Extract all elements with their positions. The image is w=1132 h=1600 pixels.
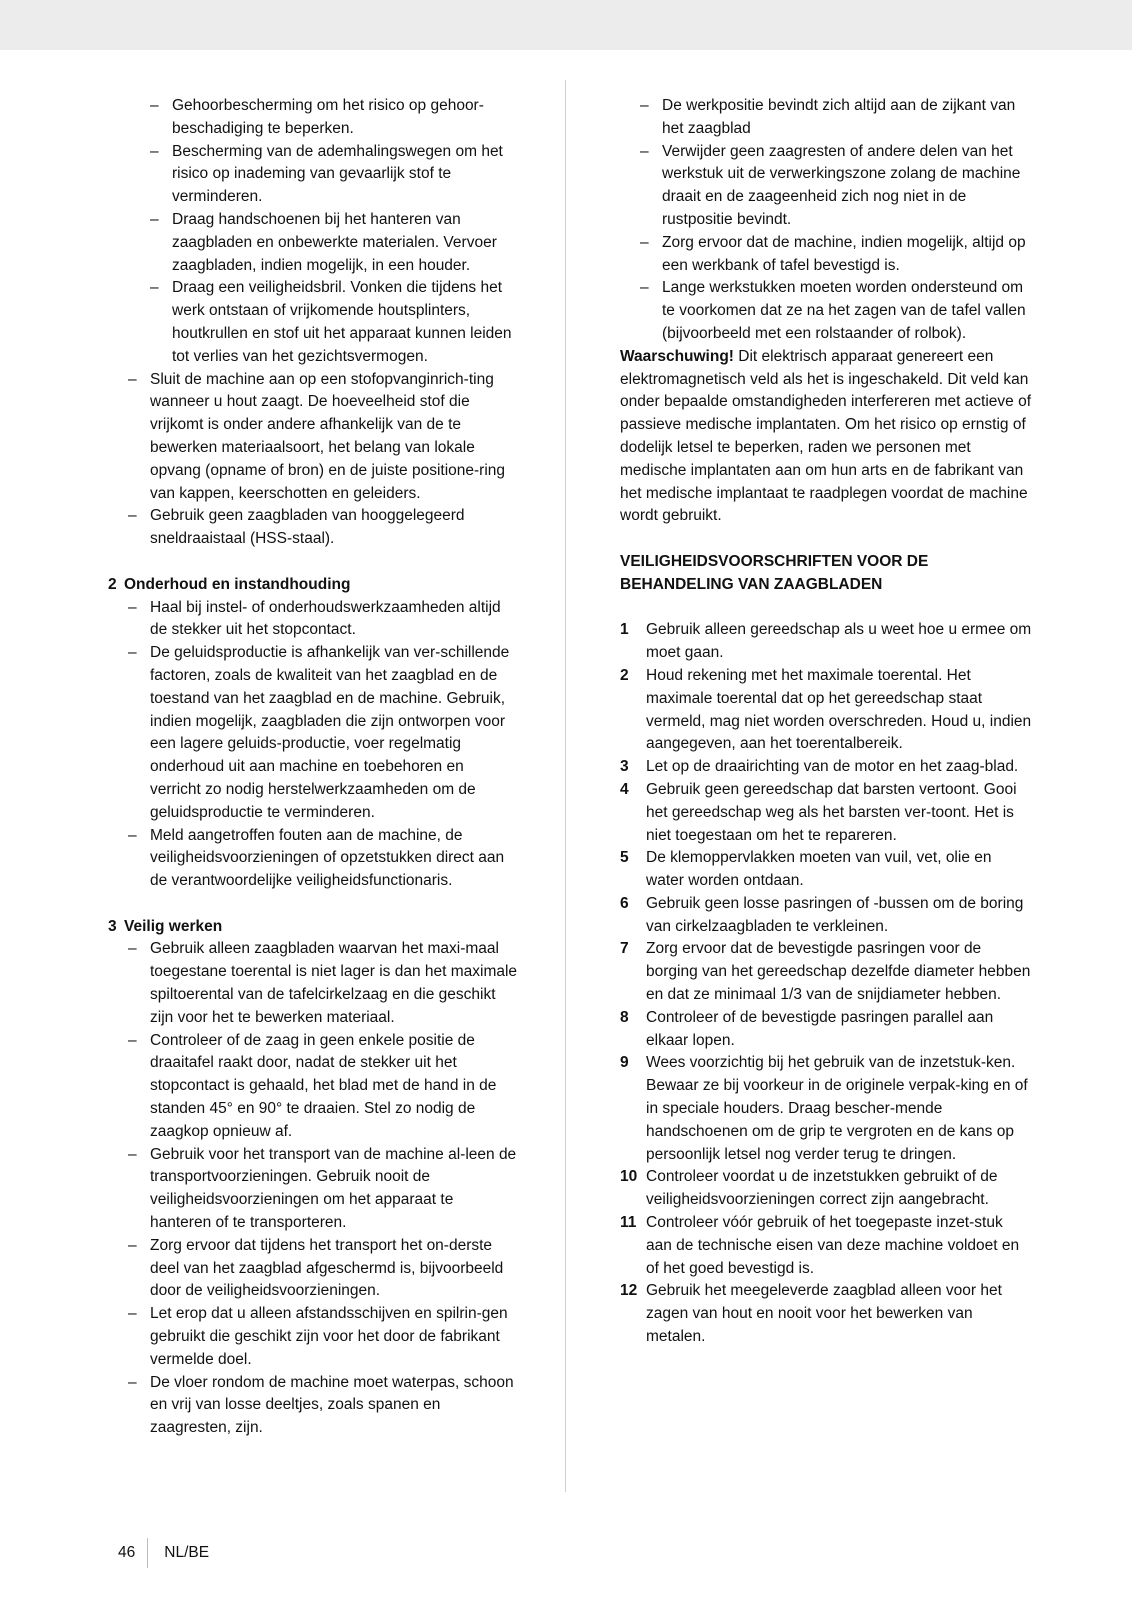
item-number: 7 <box>620 940 629 958</box>
item-number: 10 <box>620 1168 638 1186</box>
item-text: Controleer voordat u de inzetstukken gebruikt of de veiligheidsvoorzieningen correct zijn aangebracht. <box>646 1168 998 1209</box>
intro-sub-list <box>108 95 518 369</box>
item-text: Wees voorzichtig bij het gebruik van de inzetstuk-ken. Bewaar ze bij voorkeur in de originele verpak-king en of in speciale houders. Draag bescher-mende handschoenen om de grip te vergroten en de kans op persoonlijk letsel nog verder terug te dringen. <box>646 1054 1028 1163</box>
list-item <box>620 1052 1032 1166</box>
list-item: – Draag een veiligheidsbril. Vonken die tijdens het werk ontstaan of vrijkomende houtsplinters, houtkrullen en stof uit het apparaat kunnen leiden tot verlies van het gezichtsvermogen. <box>108 277 518 368</box>
list-item: – Gebruik voor het transport van de machine al-leen de transportvoorzieningen. Gebruik nooit de veiligheidsvoorzieningen om het apparaat te hanteren of te transporteren. <box>108 1144 518 1235</box>
list-item <box>620 938 1032 1006</box>
item-text: Let op de draairichting van de motor en het zaag-blad. <box>646 758 1019 776</box>
warning-label: Waarschuwing! <box>620 347 734 365</box>
list-item <box>620 893 1032 939</box>
list-item: – Verwijder geen zaagresten of andere delen van het werkstuk uit de verwerkingszone zolang de machine draait en de zaageenheid zich nog niet in de rustpositie bevindt. <box>620 141 1032 232</box>
item-text: Gebruik geen gereedschap dat barsten vertoont. Gooi het gereedschap weg als het barsten ver-toont. Het is niet toegestaan om het te repareren. <box>646 780 1017 844</box>
item-number: 5 <box>620 849 629 867</box>
left-column <box>108 95 518 1440</box>
list-item <box>620 1007 1032 1053</box>
section-number: 3 <box>108 917 117 935</box>
section-title: Onderhoud en instandhouding <box>124 575 351 593</box>
item-number: 4 <box>620 780 629 798</box>
item-text: Controleer vóór gebruik of het toegepaste inzet-stuk aan de technische eisen van deze machine voldoet en of het goed bevestigd is. <box>646 1214 1020 1277</box>
list-item: – Controleer of de zaag in geen enkele positie de draaitafel raakt door, nadat de stekker uit het stopcontact is gehaald, het blad met de hand in de standen 45° en 90° te draaien. Stel zo nodig de zaagkop opnieuw af. <box>108 1030 518 1144</box>
item-number: 8 <box>620 1008 629 1026</box>
list-item <box>620 779 1032 847</box>
column-divider <box>565 80 566 1492</box>
item-text: Houd rekening met het maximale toerental. Het maximale toerental dat op het gereedschap staat vermeld, mag niet worden overschreden. Houd u, indien aangegeven, aan het toerentalbereik. <box>646 666 1032 753</box>
item-number: 12 <box>620 1282 638 1300</box>
item-number: 9 <box>620 1054 629 1072</box>
list-item: – Zorg ervoor dat tijdens het transport het on-derste deel van het zaagblad afgeschermd is, bijvoorbeeld door de veiligheidsvoorzieningen. <box>108 1235 518 1303</box>
item-text: Gebruik het meegeleverde zaagblad alleen voor het zagen van hout en nooit voor het bewerken van metalen. <box>646 1282 1002 1346</box>
warning-paragraph <box>620 346 1032 528</box>
item-text: De klemoppervlakken moeten van vuil, vet, olie en water worden ontdaan. <box>646 849 992 890</box>
item-text: Zorg ervoor dat de bevestigde pasringen voor de borging van het gereedschap dezelfde diameter hebben en dat ze minimaal 1/3 van de snijdiameter hebben. <box>646 940 1031 1004</box>
list-item: – De werkpositie bevindt zich altijd aan de zijkant van het zaagblad <box>620 95 1032 141</box>
right-column <box>620 95 1032 1349</box>
footer-separator <box>147 1538 148 1568</box>
section-heading-2 <box>108 574 518 597</box>
list-item: – Draag handschoenen bij het hanteren van zaagbladen en onbewerkte materialen. Vervoer zaagbladen, indien mogelijk, in een houder. <box>108 209 518 277</box>
list-item <box>620 1166 1032 1212</box>
item-number: 2 <box>620 666 629 684</box>
list-item <box>620 1280 1032 1348</box>
item-text: Gebruik geen losse pasringen of -bussen om de boring van cirkelzaagbladen te verkleinen. <box>646 894 1024 935</box>
item-number: 3 <box>620 758 629 776</box>
item-number: 11 <box>620 1214 637 1232</box>
list-item <box>620 756 1032 779</box>
page-number: 46 <box>118 1544 136 1561</box>
list-item: – Haal bij instel- of onderhoudswerkzaamheden altijd de stekker uit het stopcontact. <box>108 597 518 643</box>
list-item <box>620 665 1032 756</box>
list-item: – Lange werkstukken moeten worden ondersteund om te voorkomen dat ze na het zagen van de tafel vallen (bijvoorbeeld met een rolstaander of rolbok). <box>620 277 1032 345</box>
numbered-list <box>620 619 1032 1349</box>
item-number: 1 <box>620 621 629 639</box>
list-item: – Gebruik alleen zaagbladen waarvan het maxi-maal toegestane toerental is niet lager is dan het maximale spiltoerental van de tafelcirkelzaag en die geschikt zijn voor het te bewerken materiaal. <box>108 938 518 1029</box>
section-2-list <box>108 597 518 893</box>
intro-list <box>108 369 518 551</box>
list-item: – Bescherming van de ademhalingswegen om het risico op inademing van gevaarlijk stof te verminderen. <box>108 141 518 209</box>
section-number: 2 <box>108 575 117 593</box>
item-number: 6 <box>620 894 629 912</box>
blades-heading: VEILIGHEIDSVOORSCHRIFTEN VOOR DE BEHANDELING VAN ZAAGBLADEN <box>620 552 929 593</box>
list-item: – De geluidsproductie is afhankelijk van ver-schillende factoren, zoals de kwaliteit van het zaagblad en de toestand van het zaagblad en de machine. Gebruik, indien mogelijk, zaagbladen die zijn ontworpen voor een lagere geluids-productie, voer regelmatig onderhoud uit aan machine en toebehoren en verricht zo nodig herstelwerkzaamheden om de geluidsproductie te verminderen. <box>108 642 518 824</box>
language-code: NL/BE <box>164 1544 210 1561</box>
list-item <box>620 847 1032 893</box>
section-title: Veilig werken <box>124 917 223 935</box>
list-item: – Let erop dat u alleen afstandsschijven en spilrin-gen gebruikt die geschikt zijn voor het door de fabrikant vermelde doel. <box>108 1303 518 1371</box>
top-bar <box>0 0 1132 50</box>
list-item: – Gehoorbescherming om het risico op gehoor-beschadiging te beperken. <box>108 95 518 141</box>
warning-text: Dit elektrisch apparaat genereert een elektromagnetisch veld als het is ingeschakeld. Dit veld kan onder bepaalde omstandigheden interfereren met actieve of passieve medische implantaten. Om het risico op ernstig of dodelijk letsel te beperken, raden we personen met medische implantaten aan om hun arts en de fabrikant van het medische implantaat te raadplegen voordat de machine wordt gebruikt. <box>620 347 1032 525</box>
section-3-list <box>108 938 518 1440</box>
section-heading-3 <box>108 916 518 939</box>
list-item: – Sluit de machine aan op een stofopvanginrich-ting wanneer u hout zaagt. De hoeveelheid stof die vrijkomt is onder andere afhankelijk van de te bewerken materiaalsoort, het belang van lokale opvang (opname of bron) en de juiste positione-ring van kappen, keerschotten en geleiders. <box>108 369 518 506</box>
page-footer <box>118 1538 209 1568</box>
item-text: Controleer of de bevestigde pasringen parallel aan elkaar lopen. <box>646 1008 994 1049</box>
list-item <box>620 1212 1032 1280</box>
list-item: – Meld aangetroffen fouten aan de machine, de veiligheidsvoorzieningen of opzetstukken direct aan de verantwoordelijke veiligheidsfunctionaris. <box>108 825 518 893</box>
right-sub-list <box>620 95 1032 346</box>
list-item <box>620 619 1032 665</box>
list-item: – Zorg ervoor dat de machine, indien mogelijk, altijd op een werkbank of tafel bevestigd is. <box>620 232 1032 278</box>
item-text: Gebruik alleen gereedschap als u weet hoe u ermee om moet gaan. <box>646 621 1032 662</box>
list-item: – Gebruik geen zaagbladen van hooggelegeerd sneldraaistaal (HSS-staal). <box>108 505 518 551</box>
list-item: – De vloer rondom de machine moet waterpas, schoon en vrij van losse deeltjes, zoals spanen en zaagresten, zijn. <box>108 1372 518 1440</box>
